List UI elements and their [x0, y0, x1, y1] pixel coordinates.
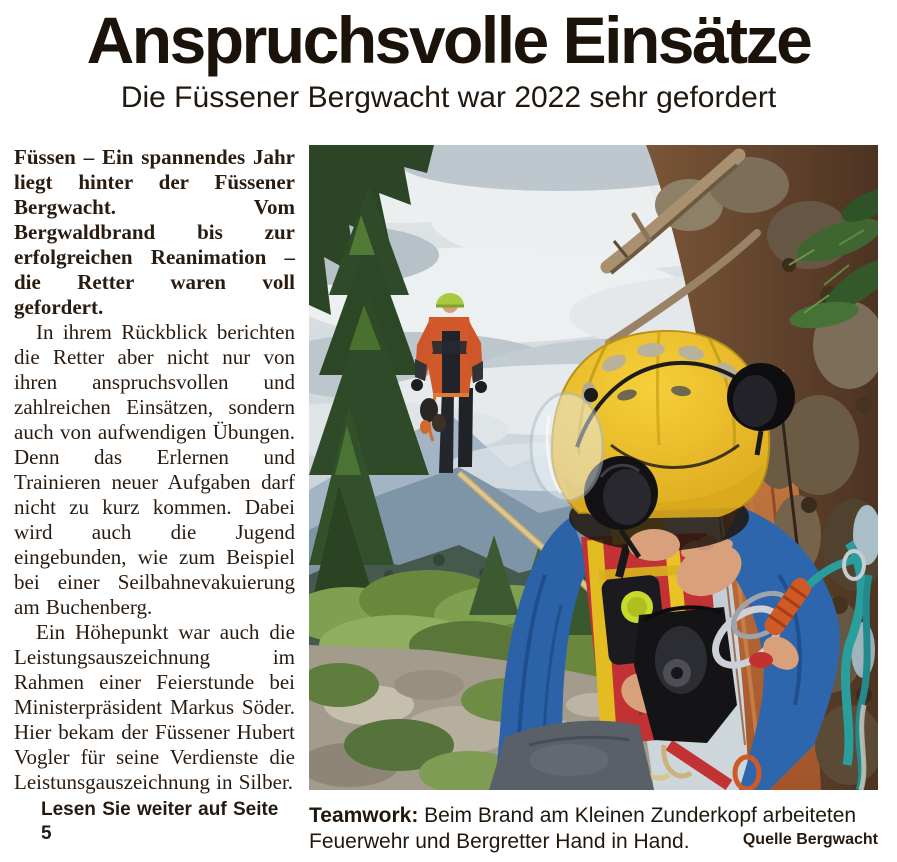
- photo-caption: [309, 803, 878, 855]
- paragraph: In ihrem Rückblick berichten die Retter aber nicht nur von ihren anspruchsvollen und zahlreichen Einsätzen, sondern auch von aufwendigen Übungen. Denn das Erlernen und Trainieren neuer Aufgaben darf nicht zu kurz kommen. Dabei wird auch die Jugend eingebunden, wie zum Beispiel bei einer Seilbahnevakuierung am Buchenberg.: [14, 320, 295, 619]
- page-title: Anspruchsvolle Einsätze: [86, 3, 811, 77]
- caption-label: Teamwork:: [309, 804, 419, 827]
- article-figure: [309, 145, 878, 855]
- caption-text: Beim Brand am Kleinen Zunderkopf arbeiteten Feuerwehr und Bergretter Hand in Hand.: [309, 804, 857, 853]
- rescue-photo-illustration: [309, 145, 878, 790]
- article-header: [0, 0, 897, 114]
- subtitle: Die Füssener Bergwacht war 2022 sehr gefordert: [120, 81, 777, 114]
- paragraph: Ein Höhepunkt war auch die Leistungsauszeichnung im Rahmen einer Feierstunde bei Ministerpräsident Markus Söder. Hier bekam der Füssener Hubert Vogler für seine Verdienste die Leistunsgauszeichnung in Silber.: [14, 620, 295, 794]
- text-column: [14, 145, 295, 855]
- lead-paragraph: Füssen – Ein spannendes Jahr liegt hinter der Füssener Bergwacht. Vom Bergwaldbrand bis zur erfolgreichen Reanimation – die Retter waren voll gefordert.: [14, 145, 295, 319]
- photo-credit: Quelle Bergwacht: [742, 831, 878, 848]
- article-body: [14, 145, 878, 855]
- read-more-line: Lesen Sie weiter auf Seite 5: [41, 799, 279, 844]
